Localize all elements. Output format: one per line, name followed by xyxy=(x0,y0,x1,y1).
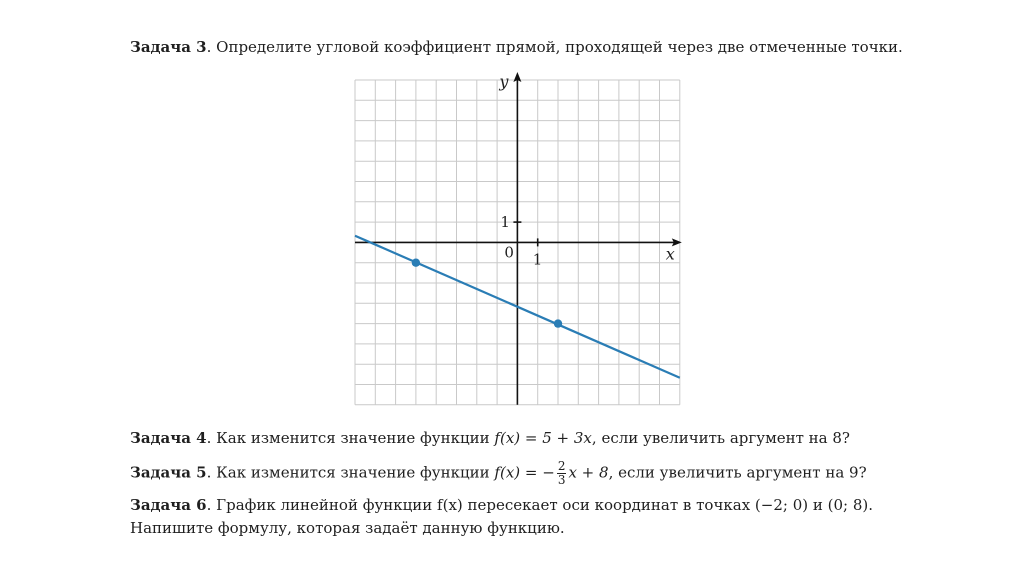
task-5-formula-end: x + 8 xyxy=(568,463,609,482)
task-5-text-after: , если увеличить аргумент на 9? xyxy=(608,463,867,482)
task-6-line-1: . График линейной функции f(x) пересекает оси координат в точках (−2; 0) и (0; 8). xyxy=(206,496,874,514)
fraction-denominator: 3 xyxy=(557,473,566,487)
task-4-formula: f(x) = 5 + 3x xyxy=(494,429,592,447)
task-5-text-before: . Как изменится значение функции xyxy=(206,463,495,482)
origin-label: 0 xyxy=(504,243,514,262)
task-4-text-after: , если увеличить аргумент на 8? xyxy=(591,429,850,447)
task-4 xyxy=(130,428,850,448)
x-axis-label: x xyxy=(665,244,675,264)
task-5-label: Задача 5 xyxy=(130,463,207,482)
y-tick-label-1: 1 xyxy=(500,213,510,232)
task-3-text: . Определите угловой коэффициент прямой, проходящей через две отмеченные точки. xyxy=(206,38,903,56)
task-6-label: Задача 6 xyxy=(130,496,207,514)
task-4-label: Задача 4 xyxy=(130,429,207,447)
task-3-label: Задача 3 xyxy=(130,38,207,56)
task-5-fraction xyxy=(557,460,567,487)
task-5 xyxy=(130,460,867,487)
marked-point xyxy=(554,319,562,327)
task-6-line-2: Напишите формулу, которая задаёт данную функцию. xyxy=(130,519,565,537)
task-3 xyxy=(130,37,903,57)
axes xyxy=(355,72,682,405)
marked-point xyxy=(412,259,420,267)
coordinate-plane-chart xyxy=(340,72,690,408)
x-tick-label-1: 1 xyxy=(532,250,543,269)
task-4-text-before: . Как изменится значение функции xyxy=(206,429,495,447)
task-6 xyxy=(130,495,873,515)
task-5-formula-start: f(x) = − xyxy=(494,463,555,482)
fraction-numerator: 2 xyxy=(557,459,566,473)
y-axis-label: y xyxy=(499,72,509,91)
